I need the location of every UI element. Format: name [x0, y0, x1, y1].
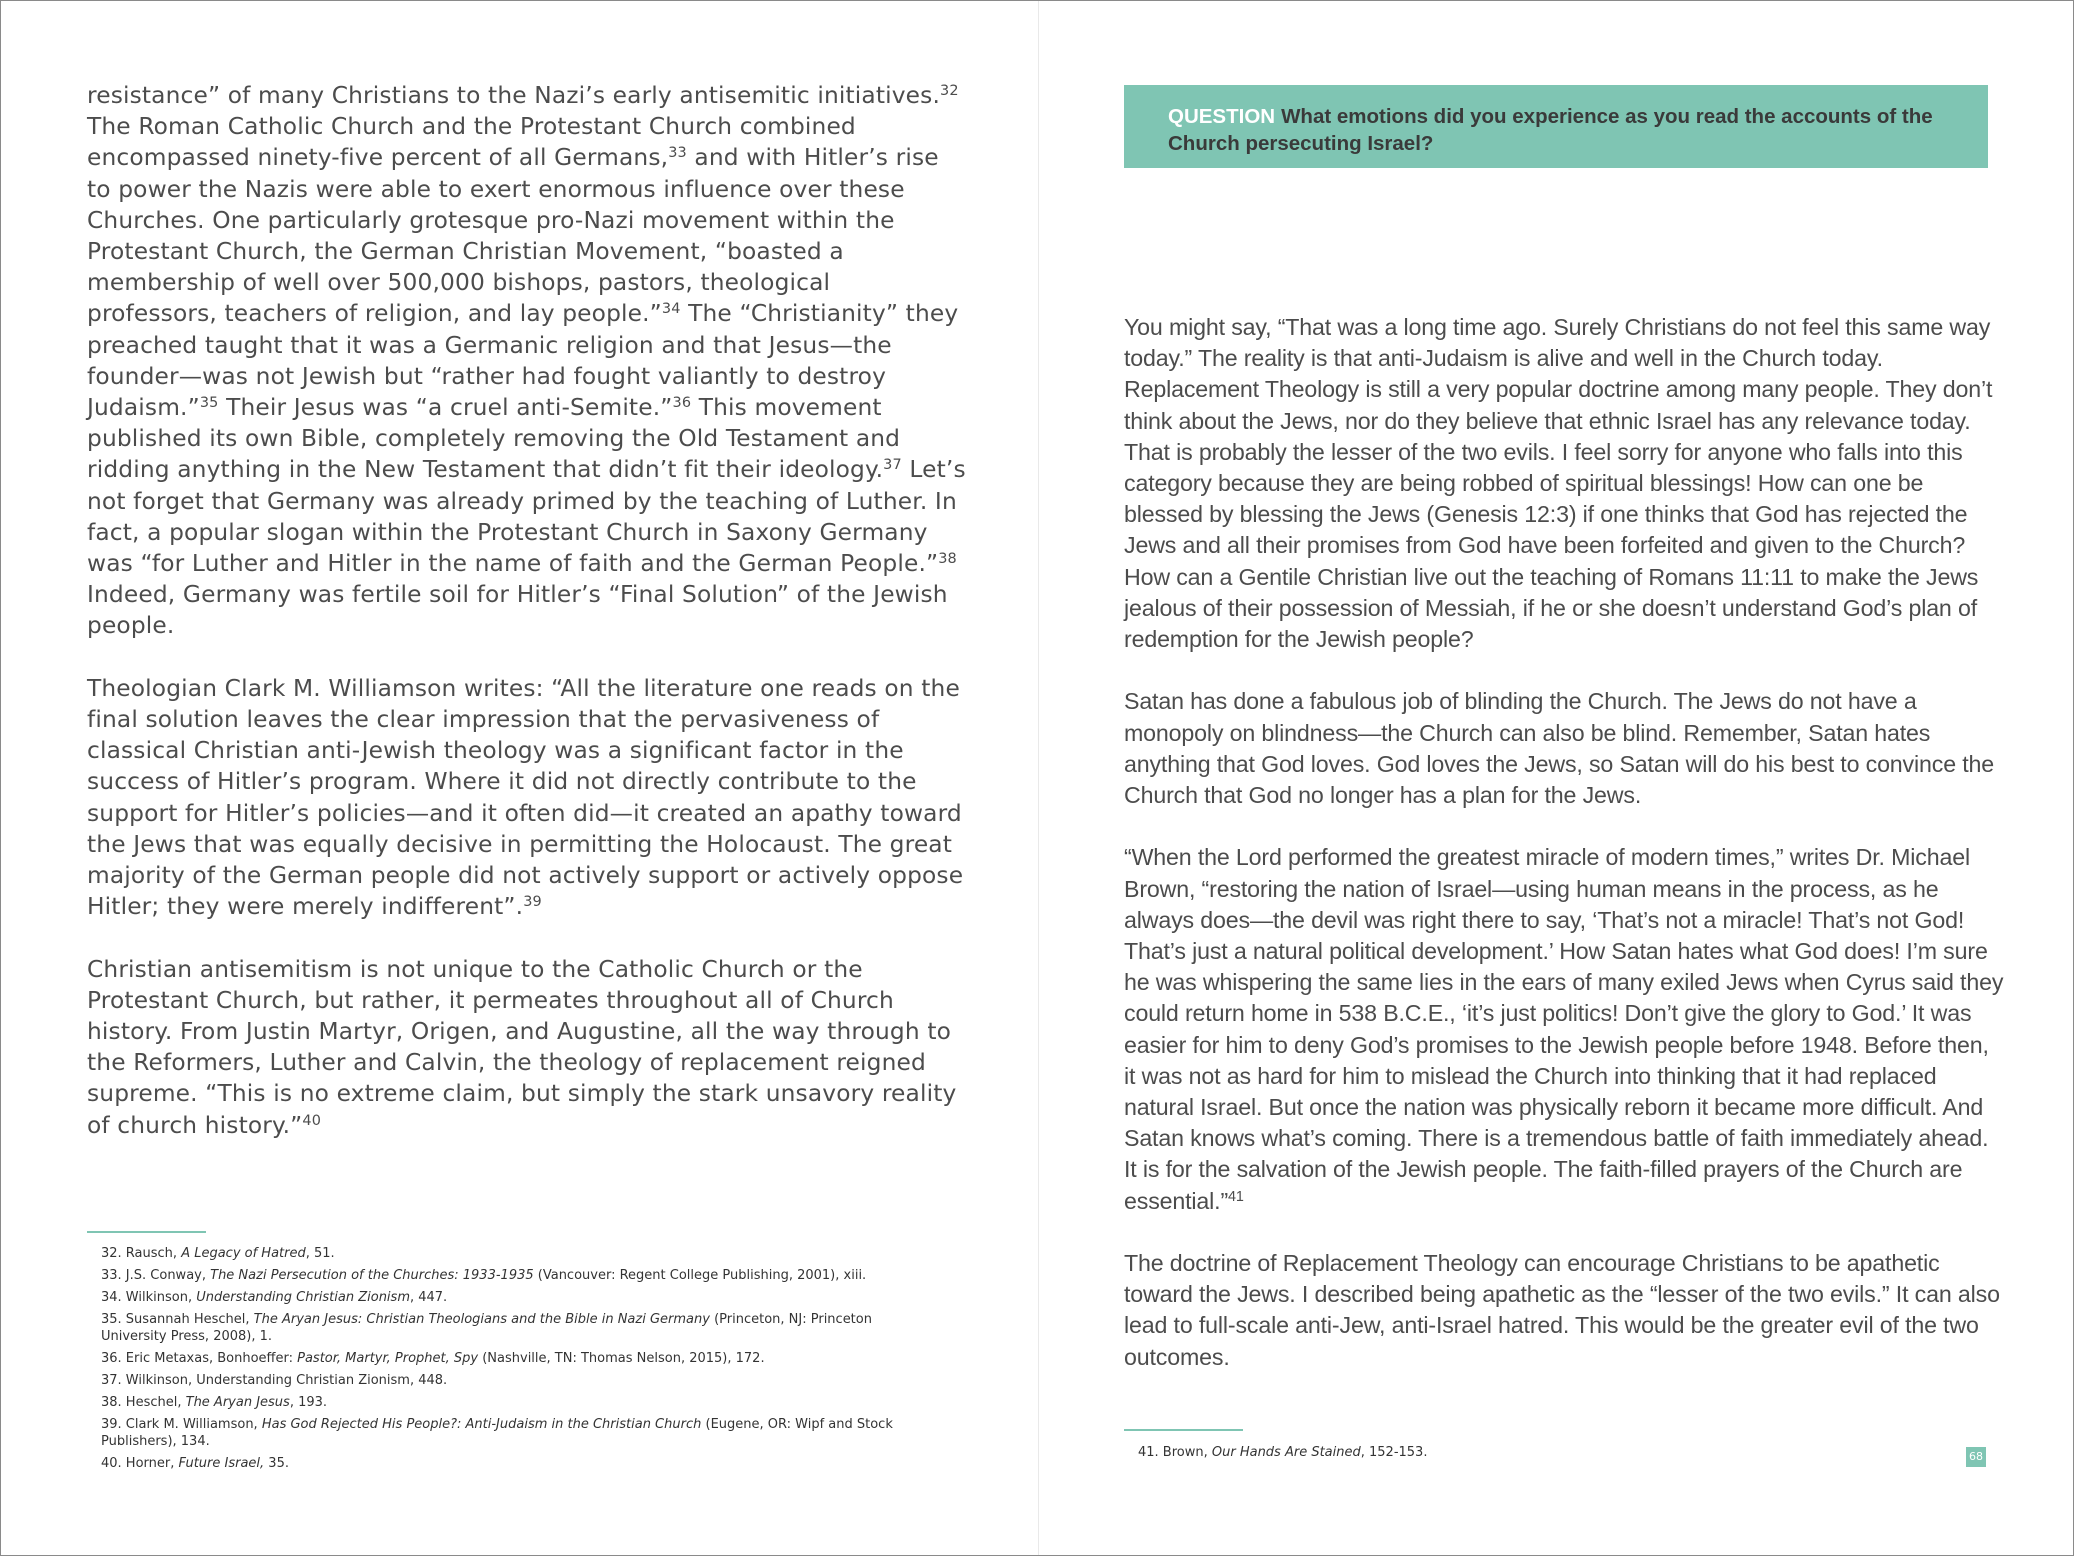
- body-paragraph: [1124, 1248, 2004, 1373]
- citation-title: Understanding Christian Zionism: [196, 1290, 410, 1305]
- text-run: , 51.: [305, 1246, 335, 1261]
- footnote: [101, 1455, 921, 1472]
- text-run: 35.: [264, 1456, 289, 1471]
- text-run: Indeed, Germany was fertile soil for Hitler’s “Final Solution” of the Jewish people.: [87, 581, 948, 640]
- text-run: (Vancouver: Regent College Publishing, 2001), xiii.: [533, 1268, 867, 1283]
- text-run: resistance” of many Christians to the Nazi’s early antisemitic initiatives.: [87, 82, 940, 109]
- footnote-ref: 36: [672, 395, 692, 412]
- text-run: 40. Horner,: [101, 1456, 179, 1471]
- right-page-body: [1124, 312, 2004, 1404]
- citation-title: Has God Rejected His People?: Anti-Judaism in the Christian Church: [261, 1417, 702, 1432]
- text-run: 35. Susannah Heschel,: [101, 1312, 254, 1327]
- text-run: This movement published its own Bible, completely removing the Old Testament and ridding anything in the New Testament that didn’t fit their ideology.: [87, 394, 901, 484]
- citation-title: The Aryan Jesus: [185, 1395, 290, 1410]
- footnote-ref: 40: [302, 1112, 322, 1129]
- footnote: [101, 1394, 921, 1411]
- body-paragraph: [1124, 686, 2004, 811]
- footnote: [101, 1416, 921, 1450]
- text-run: The Roman Catholic Church and the Protestant Church combined encompassed ninety-five percent of all Germans,: [87, 113, 856, 172]
- text-run: The “Christianity” they preached taught that it was a Germanic religion and that Jesus—the founder—was not Jewish but “rather had fought valiantly to destroy Judaism.”: [87, 300, 959, 422]
- text-run: Christian antisemitism is not unique to the Catholic Church or the Protestant Church, but rather, it permeates throughout all of Church history. From Justin Martyr, Origen, and Augustine, all the way through to the Reformers, Luther and Calvin, the theology of replacement reigned supreme. “This is no extreme claim, but simply the stark unsavory reality of church history.”: [87, 955, 957, 1139]
- text-run: 41. Brown,: [1138, 1445, 1212, 1460]
- footnote: [101, 1372, 921, 1389]
- text-run: 39. Clark M. Williamson,: [101, 1417, 262, 1432]
- body-paragraph: [1124, 842, 2004, 1216]
- text-run: , 447.: [409, 1290, 448, 1305]
- footnote-ref: 38: [938, 551, 957, 568]
- right-footnotes: [1138, 1444, 1958, 1466]
- footnote-rule-left: [87, 1231, 206, 1233]
- text-run: 33. J.S. Conway,: [101, 1268, 211, 1283]
- page-number-badge: 68: [1966, 1447, 1986, 1467]
- text-run: (Eugene, OR: Wipf and Stock Publishers), 134.: [101, 1417, 893, 1449]
- footnote-ref: 37: [883, 457, 902, 474]
- footnote: [101, 1267, 921, 1284]
- question-label: QUESTION: [1168, 105, 1276, 128]
- text-run: (Princeton, NJ: Princeton University Press, 2008), 1.: [101, 1312, 872, 1344]
- left-footnotes: [101, 1245, 921, 1477]
- citation-title: The Aryan Jesus: Christian Theologians and the Bible in Nazi Germany: [253, 1312, 710, 1327]
- footnote-ref: 34: [661, 301, 681, 318]
- footnote: [101, 1350, 921, 1367]
- text-run: Their Jesus was “a cruel anti-Semite.”: [218, 394, 673, 422]
- citation-title: A Legacy of Hatred: [181, 1246, 306, 1261]
- citation-title: Future Israel,: [178, 1456, 265, 1471]
- text-run: Satan has done a fabulous job of blinding the Church. The Jews do not have a monopoly on blindness—the Church can also be blind. Remember, Satan hates anything that God loves. God loves the Jews, so Satan will do his best to convince the Church that God no longer has a plan for the Jews.: [1124, 688, 1995, 809]
- text-run: , 152-153.: [1360, 1445, 1428, 1460]
- text-run: Theologian Clark M. Williamson writes: “All the literature one reads on the final solution leaves the clear impression that the pervasiveness of classical Christian anti-Jewish theology was a significant factor in the success of Hitler’s program. Where it did not directly contribute to the support for Hitler’s policies—and it often did—it created an apathy toward the Jews that was equally decisive in permitting the Holocaust. The great majority of the German people did not actively support or actively oppose Hitler; they were merely indifferent”.: [87, 674, 964, 921]
- question-text: What emotions did you experience as you read the accounts of the Church persecuting Israel?: [1168, 105, 1933, 155]
- footnote-ref: 39: [523, 894, 542, 911]
- body-paragraph: [87, 954, 967, 1141]
- text-run: Let’s not forget that Germany was already primed by the teaching of Luther. In fact, a popular slogan within the Protestant Church in Saxony Germany was “for Luther and Hitler in the name of faith and the German People.”: [87, 456, 966, 578]
- text-run: (Nashville, TN: Thomas Nelson, 2015), 172.: [478, 1351, 765, 1366]
- footnote-ref: 33: [668, 145, 687, 162]
- footnote: [101, 1289, 921, 1306]
- text-run: and with Hitler’s rise to power the Nazis were able to exert enormous influence over these Churches. One particularly grotesque pro-Nazi movement within the Protestant Church, the German Christian Movement, “boasted a membership of well over 500,000 bishops, pastors, theological professors, teachers of religion, and lay people.”: [87, 144, 939, 328]
- text-run: 34. Wilkinson,: [101, 1290, 197, 1305]
- page-gutter: [1038, 1, 1039, 1555]
- text-run: 38. Heschel,: [101, 1395, 186, 1410]
- footnote-ref: 35: [199, 395, 219, 412]
- text-run: 32. Rausch,: [101, 1246, 182, 1261]
- text-run: 36. Eric Metaxas, Bonhoeffer:: [101, 1351, 298, 1366]
- text-run: You might say, “That was a long time ago. Surely Christians do not feel this same way today.” The reality is that anti-Judaism is alive and well in the Church today. Replacement Theology is still a very popular doctrine among many people. They don’t think about the Jews, nor do they believe that ethnic Israel has any relevance today. That is probably the lesser of the two evils. I feel sorry for anyone who falls into this category because they are being robbed of spiritual blessings! How can one be blessed by blessing the Jews (Genesis 12:3) if one thinks that God has rejected the Jews and all their promises from God have been forfeited and given to the Church? How can a Gentile Christian live out the teaching of Romans 11:11 to make the Jews jealous of their possession of Messiah, if he or she doesn’t understand God’s plan of redemption for the Jewish people?: [1124, 314, 1993, 653]
- text-run: , 193.: [289, 1395, 328, 1410]
- footnote-ref: 41: [1228, 1188, 1244, 1205]
- body-paragraph: [1124, 312, 2004, 655]
- body-paragraph: [87, 673, 967, 923]
- footnote-rule-right: [1124, 1429, 1243, 1431]
- citation-title: Pastor, Martyr, Prophet, Spy: [297, 1351, 479, 1366]
- footnote-ref: 32: [940, 83, 959, 100]
- footnote: [101, 1311, 921, 1345]
- footnote: [1138, 1444, 1958, 1461]
- citation-title: The Nazi Persecution of the Churches: 1933-1935: [210, 1268, 534, 1283]
- text-run: The doctrine of Replacement Theology can encourage Christians to be apathetic toward the Jews. I described being apathetic as the “lesser of the two evils.” It can also lead to full-scale anti-Jew, anti-Israel hatred. This would be the greater evil of the two outcomes.: [1124, 1250, 2000, 1370]
- text-run: 37. Wilkinson, Understanding Christian Zionism, 448.: [101, 1373, 448, 1388]
- left-page-body: [87, 80, 967, 1172]
- footnote: [101, 1245, 921, 1262]
- citation-title: Our Hands Are Stained: [1211, 1445, 1361, 1460]
- body-paragraph: [87, 80, 967, 642]
- text-run: “When the Lord performed the greatest miracle of modern times,” writes Dr. Michael Brown, “restoring the nation of Israel—using human means in the process, as he always does—the devil was right there to say, ‘That’s not a miracle! That’s not God! That’s just a natural political development.’ How Satan hates what God does! I’m sure he was whispering the same lies in the ears of many exiled Jews when Cyrus said they could return home in 538 B.C.E., ‘it’s just politics! Don’t give the glory to God.’ It was easier for him to deny God’s promises to the Jewish people before 1948. Before then, it was not as hard for him to mislead the Church into thinking that it had replaced natural Israel. But once the nation was physically reborn it became more difficult. And Satan knows what’s coming. There is a tremendous battle of faith immediately ahead. It is for the salvation of the Jewish people. The faith-filled prayers of the Church are essential.”: [1124, 844, 2004, 1214]
- question-callout: [1124, 85, 1988, 168]
